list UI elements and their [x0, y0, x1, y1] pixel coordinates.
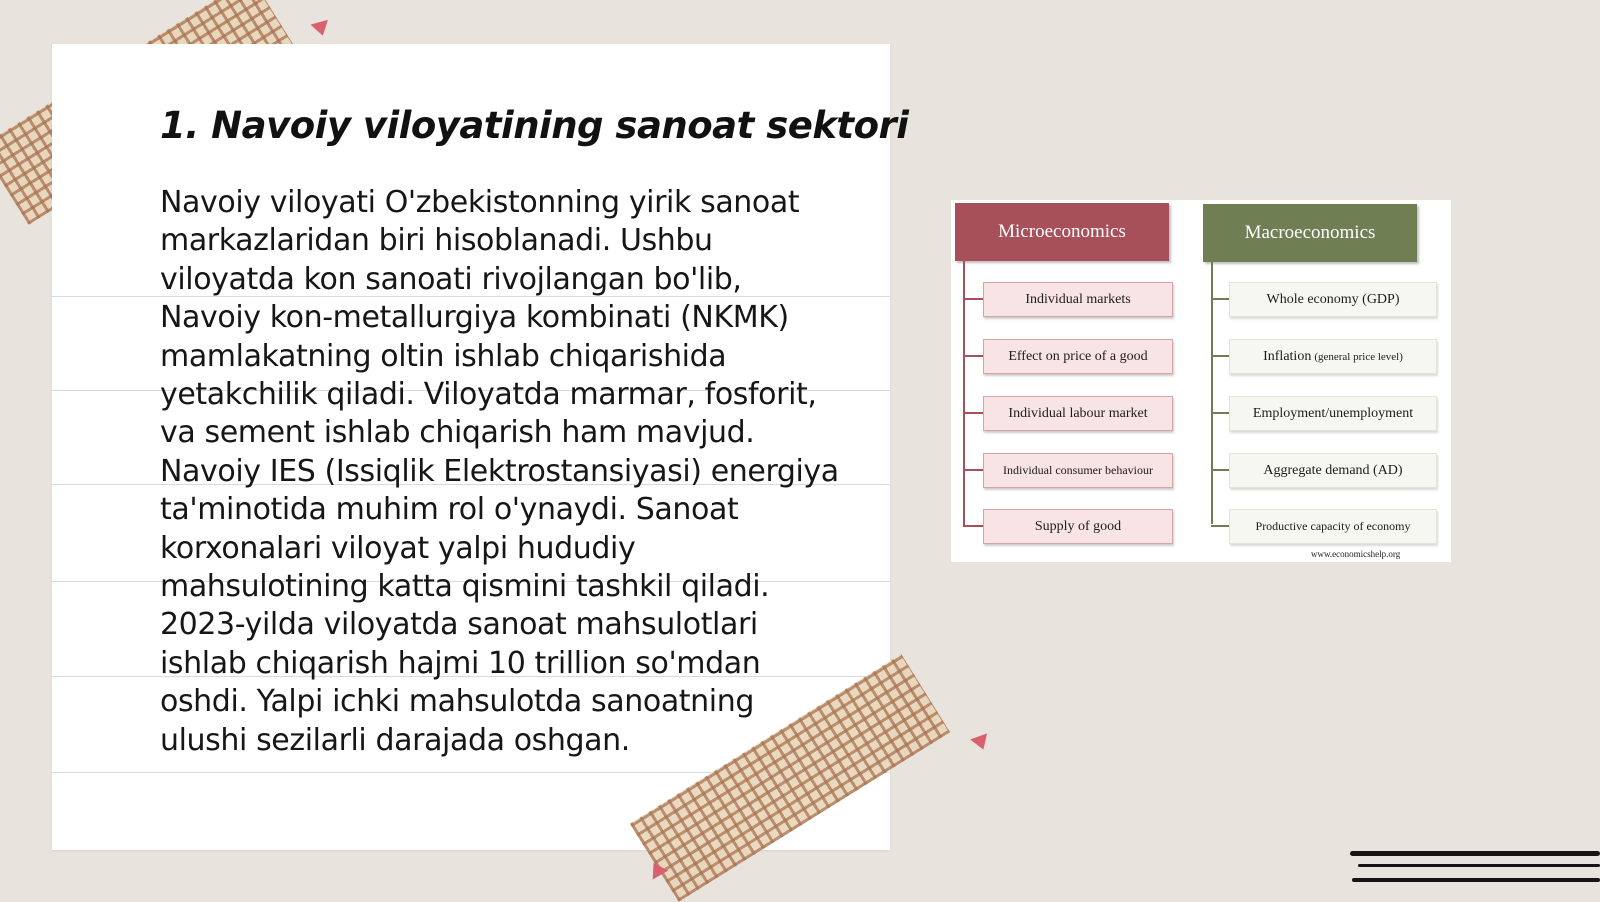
micro-branch — [963, 525, 983, 527]
micro-branch — [963, 355, 983, 357]
decorative-brush-stroke — [1352, 878, 1600, 882]
microeconomics-header: Microeconomics — [955, 203, 1169, 261]
macro-item-aggregate-demand: Aggregate demand (AD) — [1229, 453, 1437, 488]
tape-tip — [310, 20, 331, 38]
micro-item-effect-on-price: Effect on price of a good — [983, 339, 1173, 374]
figure-credit: www.economicshelp.org — [1311, 549, 1401, 559]
micro-item-consumer-behaviour: Individual consumer behaviour — [983, 453, 1173, 488]
macro-branch — [1211, 412, 1231, 414]
macro-connector-line — [1211, 262, 1213, 524]
macro-item-employment: Employment/unemployment — [1229, 396, 1437, 431]
macro-branch — [1211, 469, 1231, 471]
macro-item-inflation — [1229, 339, 1437, 374]
macro-branch — [1211, 298, 1231, 300]
micro-connector-line — [963, 261, 965, 525]
micro-branch — [963, 412, 983, 414]
decorative-brush-stroke — [1350, 851, 1600, 856]
macro-item-productive-capacity: Productive capacity of economy — [1229, 509, 1437, 544]
inflation-label: Inflation — [1263, 348, 1312, 364]
decorative-brush-stroke — [1358, 864, 1600, 867]
micro-item-labour-market: Individual labour market — [983, 396, 1173, 431]
micro-item-individual-markets: Individual markets — [983, 282, 1173, 317]
inflation-note: (general price level) — [1314, 350, 1403, 363]
micro-item-supply-of-good: Supply of good — [983, 509, 1173, 544]
micro-macro-diagram — [951, 200, 1451, 562]
macroeconomics-header: Macroeconomics — [1203, 204, 1417, 262]
tape-tip — [970, 733, 992, 752]
macro-branch — [1211, 355, 1231, 357]
micro-branch — [963, 298, 983, 300]
micro-branch — [963, 469, 983, 471]
macro-branch — [1211, 525, 1231, 527]
slide-body-text: Navoiy viloyati O'zbekistonning yirik sanoat markazlaridan biri hisoblanadi. Ushbu viloyatda kon sanoati rivojlangan bo'lib, Navoiy kon-metallurgiya kombinati (NKMK) mamlakatning oltin ishlab chiqarishida yetakchilik qiladi. Viloyatda marmar, fosforit, va sement ishlab chiqarish ham mavjud. Navoiy IES (Issiqlik Elektrostansiyasi) energiya ta'minotida muhim rol o'ynaydi. Sanoat korxonalari viloyat yalpi hududiy mahsulotining katta qismini tashkil qiladi. 2023-yilda viloyatda sanoat mahsulotlari ishlab chiqarish hajmi 10 trillion so'mdan oshdi. Yalpi ichki mahsulotda sanoatning ulushi sezilarli darajada oshgan. — [160, 185, 839, 758]
macro-item-whole-economy: Whole economy (GDP) — [1229, 282, 1437, 317]
slide-title: 1. Navoiy viloyatining sanoat sektori — [160, 104, 909, 147]
